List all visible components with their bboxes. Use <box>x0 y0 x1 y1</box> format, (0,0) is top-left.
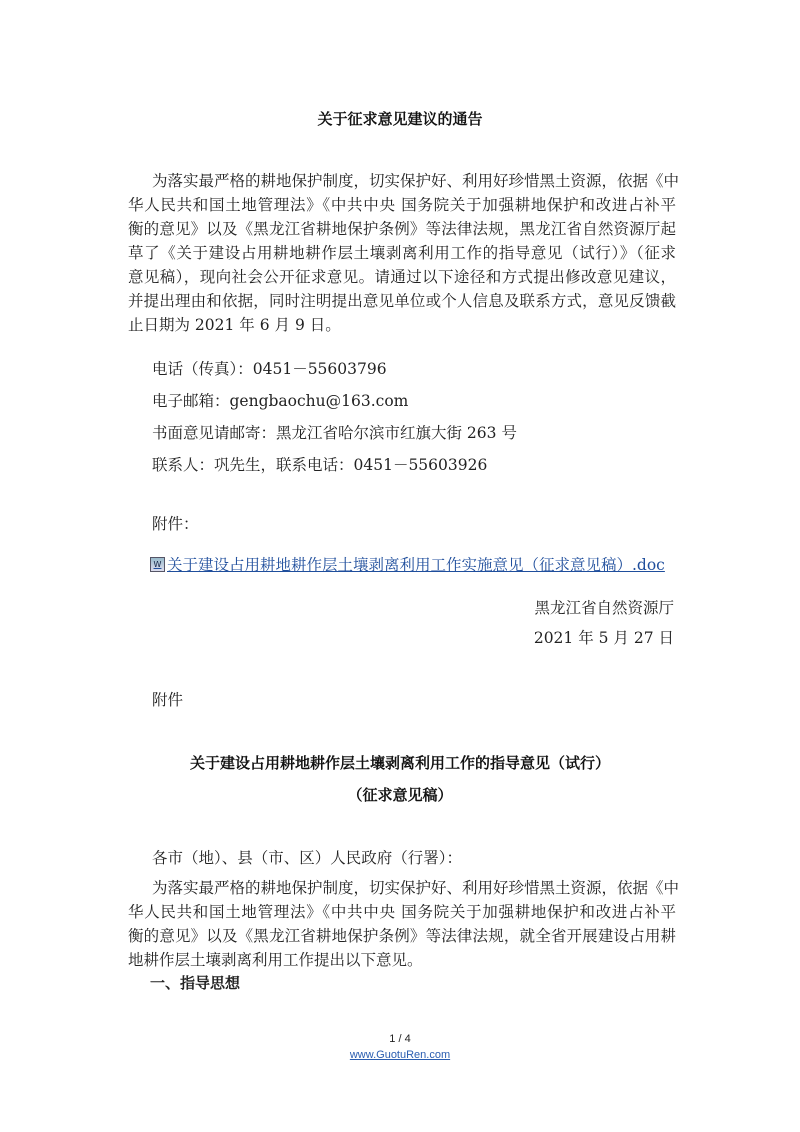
page-title: 关于征求意见建议的通告 <box>317 110 483 128</box>
text-line: 地耕作层土壤剥离利用工作提出以下意见。 <box>128 951 423 969</box>
text-line: 衡的意见》以及《黑龙江省耕地保护条例》等法律法规，黑龙江省自然资源厅起 <box>128 220 676 238</box>
date: 2021 年 5 月 27 日 <box>533 629 674 647</box>
attachment-link[interactable] <box>150 553 665 575</box>
contact-person: 联系人：巩先生，联系电话：0451－55603926 <box>152 456 488 474</box>
body-paragraph <box>128 876 680 972</box>
contact-address: 书面意见请邮寄：黑龙江省哈尔滨市红旗大街 263 号 <box>152 424 517 442</box>
text-line: 为落实最严格的耕地保护制度，切实保护好、利用好珍惜黑土资源，依据《中 <box>152 879 680 897</box>
text-line: 草了《关于建设占用耕地耕作层土壤剥离利用工作的指导意见（试行）》（征求 <box>128 244 676 262</box>
text-line: 并提出理由和依据，同时注明提出意见单位或个人信息及联系方式，意见反馈截 <box>128 292 676 310</box>
document-title: 关于建设占用耕地耕作层土壤剥离利用工作的指导意见（试行） <box>189 754 610 772</box>
attachment-link-text[interactable]: 关于建设占用耕地耕作层土壤剥离利用工作实施意见（征求意见稿）.doc <box>167 556 665 574</box>
document-subtitle: （征求意见稿） <box>347 786 453 804</box>
page-number: 1 / 4 <box>389 1033 411 1045</box>
word-doc-icon: W <box>150 557 165 572</box>
text-line: 衡的意见》以及《黑龙江省耕地保护条例》等法律法规，就全省开展建设占用耕 <box>128 927 676 945</box>
text-line: 意见稿），现向社会公开征求意见。请通过以下途径和方式提出修改意见建议， <box>128 268 676 286</box>
annex-label: 附件 <box>152 691 184 709</box>
contact-phone: 电话（传真）：0451－55603796 <box>152 360 387 378</box>
text-line: 华人民共和国土地管理法》《中共中央 国务院关于加强耕地保护和改进占补平 <box>128 196 676 214</box>
section-heading: 一、指导思想 <box>150 974 241 992</box>
text-line: 止日期为 2021 年 6 月 9 日。 <box>128 316 341 334</box>
footer-site-link[interactable]: www.GuotuRen.com <box>349 1049 451 1061</box>
footer-site <box>0 1049 800 1061</box>
attachment-label: 附件： <box>152 515 199 533</box>
signature: 黑龙江省自然资源厅 <box>534 599 674 617</box>
contact-email: 电子邮箱：gengbaochu@163.com <box>152 392 409 410</box>
text-line: 为落实最严格的耕地保护制度，切实保护好、利用好珍惜黑土资源，依据《中 <box>152 172 680 190</box>
addressee: 各市（地）、县（市、区）人民政府（行署）： <box>152 849 463 867</box>
text-line: 华人民共和国土地管理法》《中共中央 国务院关于加强耕地保护和改进占补平 <box>128 903 676 921</box>
intro-paragraph <box>128 169 680 337</box>
